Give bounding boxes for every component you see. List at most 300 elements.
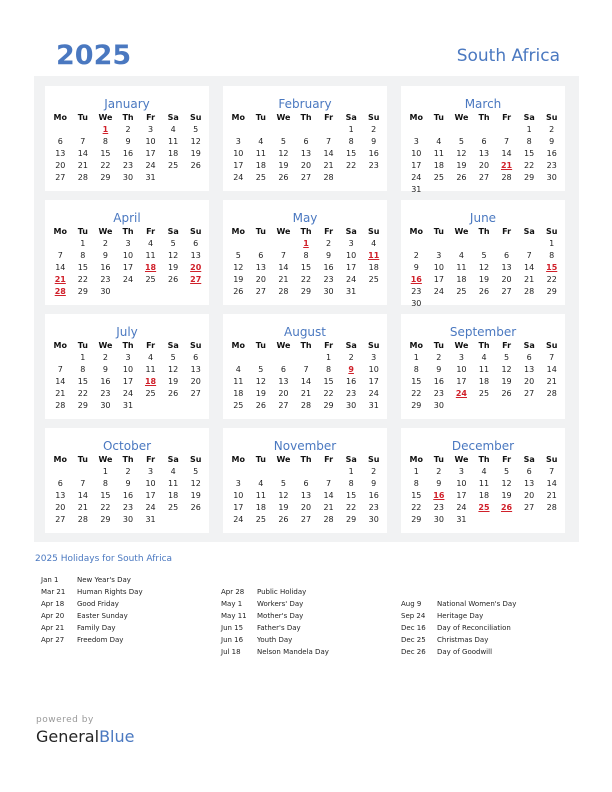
day-cell: 24 [145,161,156,170]
holiday-day: 26 [500,503,513,512]
weekday-label: Fr [502,227,512,236]
day-grid [227,466,385,526]
empty-cell [405,124,428,136]
holiday-name: Mother's Day [257,612,304,620]
day-cell: 5 [258,365,264,374]
weekday-label: Mo [231,455,246,464]
day-cell: 7 [549,353,555,362]
day-cell: 10 [122,365,134,374]
holiday-row [401,622,516,634]
month-name: August [284,325,326,339]
weekday-header [49,226,207,238]
day-cell: 10 [233,491,244,500]
weekday-label: Tu [77,455,88,464]
day-cell: 10 [145,137,156,146]
day-grid [405,238,563,310]
day-cell: 26 [278,515,289,524]
holiday-name: Good Friday [77,600,119,608]
day-cell: 10 [411,149,422,158]
holiday-name: Christmas Day [437,636,489,644]
day-cell: 27 [255,287,266,296]
day-cell: 31 [346,287,357,296]
weekday-label: Sa [345,113,357,122]
weekday-label: Th [122,227,134,236]
weekday-label: We [276,227,291,236]
day-cell: 18 [456,275,467,284]
day-cell: 29 [77,287,88,296]
day-cell: 19 [501,377,512,386]
day-cell: 23 [546,161,557,170]
weekday-label: Su [546,341,558,350]
day-cell: 13 [190,251,201,260]
day-grid [405,352,563,412]
holiday-column [401,598,516,658]
holiday-day: 18 [144,263,157,272]
holiday-day: 15 [546,263,558,272]
day-cell: 29 [346,515,357,524]
day-cell: 4 [371,239,377,248]
weekday-label: Tu [255,341,266,350]
weekday-label: Th [478,455,490,464]
empty-cell [518,238,541,250]
day-cell: 1 [102,467,108,476]
day-cell: 9 [102,251,108,260]
day-cell: 30 [546,173,557,182]
day-cell: 25 [145,389,156,398]
day-cell: 4 [258,137,264,146]
day-cell: 30 [433,401,444,410]
day-cell: 30 [122,173,134,182]
year-title: 2025 [56,40,132,71]
weekday-label: Fr [146,227,156,236]
weekday-label: Tu [433,227,444,236]
day-cell: 17 [233,161,244,170]
holiday-name: Human Rights Day [77,588,143,596]
day-cell: 7 [280,251,286,260]
holiday-name: Heritage Day [437,612,484,620]
weekday-label: Sa [523,227,535,236]
holiday-row [401,646,516,658]
day-cell: 19 [233,275,244,284]
empty-cell [272,238,295,250]
holiday-date: Dec 25 [401,636,426,644]
day-cell: 7 [504,137,510,146]
day-cell: 13 [55,149,66,158]
day-cell: 5 [504,353,510,362]
day-cell: 9 [326,251,332,260]
day-cell: 9 [102,365,108,374]
day-cell: 26 [190,503,201,512]
weekday-header [227,340,385,352]
day-cell: 24 [433,287,444,296]
day-cell: 16 [346,377,357,386]
month-february [223,86,387,191]
day-cell: 28 [55,401,66,410]
holiday-day: 21 [54,275,66,284]
weekday-label: Su [190,113,202,122]
day-cell: 9 [125,137,131,146]
holiday-date: Jul 18 [221,648,241,656]
day-cell: 31 [145,515,156,524]
day-cell: 25 [233,401,244,410]
month-name: May [292,211,318,225]
weekday-label: Tu [255,227,266,236]
day-cell: 8 [303,251,309,260]
day-cell: 24 [122,275,134,284]
empty-cell [250,352,273,364]
day-cell: 2 [371,125,377,134]
holiday-column [41,574,143,646]
holiday-date: Jun 16 [221,636,244,644]
empty-cell [405,238,428,250]
day-cell: 7 [326,137,332,146]
holiday-name: Nelson Mandela Day [257,648,329,656]
day-cell: 20 [190,377,201,386]
day-cell: 20 [524,491,535,500]
day-cell: 14 [524,263,535,272]
empty-cell [272,124,295,136]
holiday-date: May 11 [221,612,247,620]
day-cell: 3 [436,251,442,260]
day-cell: 24 [368,389,379,398]
month-november [223,428,387,533]
month-name: April [113,211,141,225]
holiday-row [221,610,329,622]
weekday-label: We [276,113,291,122]
day-cell: 16 [368,491,379,500]
day-cell: 2 [125,467,131,476]
day-cell: 21 [55,389,66,398]
day-cell: 6 [258,251,264,260]
day-grid [49,238,207,298]
day-cell: 17 [122,377,134,386]
day-cell: 18 [368,263,379,272]
day-cell: 3 [413,137,419,146]
month-name: September [449,325,517,339]
day-cell: 2 [102,353,108,362]
weekday-label: Su [368,113,380,122]
weekday-label: Tu [255,113,266,122]
day-cell: 22 [524,161,535,170]
weekday-label: Tu [77,227,88,236]
day-cell: 11 [233,377,244,386]
day-cell: 4 [436,137,442,146]
day-cell: 20 [255,275,266,284]
day-cell: 23 [122,503,134,512]
day-cell: 17 [145,491,156,500]
month-name: October [102,439,152,453]
weekday-label: We [98,227,113,236]
weekday-label: Mo [231,341,246,350]
day-cell: 27 [478,173,490,182]
day-cell: 3 [148,125,154,134]
empty-cell [450,124,473,136]
day-cell: 10 [145,479,156,488]
day-cell: 14 [501,149,512,158]
day-cell: 22 [300,275,312,284]
weekday-label: Th [478,113,490,122]
day-cell: 18 [233,389,244,398]
day-cell: 30 [433,515,444,524]
weekday-label: Fr [146,455,156,464]
day-cell: 21 [77,503,88,512]
day-cell: 21 [323,503,334,512]
day-cell: 3 [125,353,131,362]
empty-cell [72,466,95,478]
day-cell: 20 [55,503,66,512]
weekday-label: Mo [53,113,68,122]
holiday-date: Mar 21 [41,588,66,596]
day-cell: 8 [102,137,108,146]
day-cell: 14 [77,491,88,500]
day-cell: 17 [145,149,156,158]
empty-cell [428,124,451,136]
empty-cell [272,352,295,364]
weekday-label: Tu [255,455,266,464]
brand-blue: Blue [99,727,135,746]
weekday-label: Fr [324,227,334,236]
day-cell: 15 [346,491,357,500]
month-july [45,314,209,419]
weekday-label: Th [122,113,134,122]
day-cell: 21 [300,389,312,398]
empty-cell [450,238,473,250]
empty-cell [295,124,318,136]
day-cell: 25 [456,287,467,296]
empty-cell [227,124,250,136]
day-cell: 26 [278,173,289,182]
day-cell: 25 [168,503,179,512]
day-cell: 19 [478,275,490,284]
empty-cell [227,466,250,478]
day-cell: 29 [411,515,422,524]
day-cell: 31 [456,515,467,524]
month-april [45,200,209,305]
day-grid [227,238,385,298]
day-cell: 22 [411,503,422,512]
day-cell: 14 [278,263,289,272]
day-cell: 19 [168,263,179,272]
weekday-label: Mo [409,341,424,350]
day-cell: 15 [100,491,111,500]
weekday-label: Su [546,227,558,236]
day-cell: 30 [100,401,111,410]
weekday-label: We [454,455,469,464]
day-cell: 30 [368,515,379,524]
holiday-name: National Women's Day [437,600,517,608]
day-cell: 11 [168,479,179,488]
holiday-row [221,646,329,658]
day-cell: 29 [411,401,422,410]
holidays-title: 2025 Holidays for South Africa [35,554,173,564]
day-cell: 17 [456,377,467,386]
day-cell: 26 [478,287,490,296]
holiday-date: Jan 1 [41,576,59,584]
day-cell: 8 [326,365,332,374]
day-cell: 10 [346,251,357,260]
holiday-day: 20 [190,263,202,272]
weekday-header [227,112,385,124]
day-cell: 14 [546,365,557,374]
weekday-label: Fr [146,341,156,350]
day-cell: 12 [190,479,201,488]
day-cell: 22 [77,275,88,284]
day-cell: 14 [546,479,557,488]
weekday-header [405,112,563,124]
weekday-label: Fr [324,113,334,122]
weekday-header [49,340,207,352]
weekday-label: Fr [324,341,334,350]
day-cell: 4 [481,467,487,476]
day-cell: 19 [456,161,467,170]
holiday-row [221,622,329,634]
empty-cell [295,352,318,364]
holiday-name: New Year's Day [77,576,131,584]
weekday-label: Mo [231,227,246,236]
holiday-day: 25 [478,503,490,512]
day-cell: 12 [233,263,244,272]
month-june [401,200,565,308]
day-cell: 28 [77,515,88,524]
day-cell: 14 [323,149,334,158]
day-cell: 29 [300,287,312,296]
holiday-day: 24 [455,389,467,398]
day-cell: 12 [278,149,289,158]
holiday-name: Youth Day [257,636,293,644]
holiday-name: Public Holiday [257,588,307,596]
day-cell: 19 [278,503,289,512]
day-cell: 25 [168,161,179,170]
weekday-label: Tu [433,455,444,464]
day-cell: 29 [100,173,111,182]
day-cell: 15 [77,263,88,272]
day-cell: 22 [346,161,357,170]
country-title: South Africa [456,46,560,66]
day-cell: 19 [501,491,512,500]
weekday-label: Su [368,341,380,350]
empty-cell [250,124,273,136]
day-cell: 10 [233,149,244,158]
day-cell: 10 [122,251,134,260]
day-cell: 22 [546,275,557,284]
day-cell: 9 [436,479,442,488]
weekday-label: Sa [167,341,179,350]
day-cell: 13 [278,377,289,386]
weekday-label: Th [122,455,134,464]
day-cell: 28 [546,503,557,512]
month-name: June [469,211,497,225]
day-cell: 20 [501,275,512,284]
holiday-date: Aug 9 [401,600,422,608]
day-cell: 3 [458,467,464,476]
empty-cell [227,238,250,250]
day-cell: 17 [346,263,357,272]
day-cell: 6 [481,137,487,146]
holiday-row [401,610,516,622]
day-cell: 6 [193,239,199,248]
weekday-label: Mo [409,113,424,122]
holiday-day: 27 [190,275,202,284]
weekday-label: Sa [345,455,357,464]
day-cell: 28 [323,173,334,182]
month-name: January [104,97,150,111]
weekday-label: Su [190,455,202,464]
day-cell: 25 [368,275,379,284]
day-cell: 8 [549,251,555,260]
day-cell: 5 [280,479,286,488]
holiday-row [221,634,329,646]
day-cell: 19 [168,377,179,386]
day-cell: 25 [145,275,156,284]
weekday-label: Mo [53,455,68,464]
weekday-label: Sa [345,227,357,236]
day-cell: 7 [57,365,63,374]
day-cell: 15 [77,377,88,386]
weekday-label: Tu [433,113,444,122]
holiday-day: 16 [410,275,422,284]
day-cell: 8 [413,365,419,374]
weekday-label: We [454,341,469,350]
generalblue-logo[interactable] [36,727,134,746]
holiday-date: Dec 26 [401,648,426,656]
day-cell: 6 [57,137,63,146]
holiday-date: Apr 28 [221,588,245,596]
day-cell: 12 [501,365,512,374]
day-cell: 2 [436,467,442,476]
day-cell: 24 [411,173,422,182]
month-january [45,86,209,191]
day-cell: 2 [125,125,131,134]
holiday-name: Workers' Day [257,600,304,608]
day-cell: 2 [371,467,377,476]
day-cell: 3 [235,137,241,146]
day-cell: 26 [168,389,179,398]
brand-general: General [36,727,100,746]
day-cell: 14 [77,149,88,158]
day-cell: 15 [100,149,111,158]
empty-cell [72,124,95,136]
weekday-header [405,340,563,352]
empty-cell [49,124,72,136]
day-cell: 14 [55,263,66,272]
empty-cell [473,238,496,250]
holiday-day: 1 [303,239,309,248]
holiday-date: Sep 24 [401,612,426,620]
day-cell: 1 [413,353,419,362]
day-cell: 31 [368,401,379,410]
day-cell: 15 [524,149,535,158]
day-cell: 30 [122,515,134,524]
day-grid [405,124,563,196]
weekday-header [227,226,385,238]
day-cell: 13 [524,365,535,374]
month-december [401,428,565,533]
holiday-day: 11 [368,251,380,260]
month-august [223,314,387,419]
empty-cell [49,238,72,250]
day-cell: 21 [278,275,289,284]
day-cell: 30 [346,401,357,410]
day-cell: 28 [77,173,88,182]
day-cell: 23 [433,503,444,512]
weekday-label: Sa [523,455,535,464]
day-cell: 8 [102,479,108,488]
holiday-name: Freedom Day [77,636,124,644]
day-cell: 3 [458,353,464,362]
day-cell: 23 [368,161,379,170]
month-september [401,314,565,419]
day-cell: 28 [300,401,312,410]
